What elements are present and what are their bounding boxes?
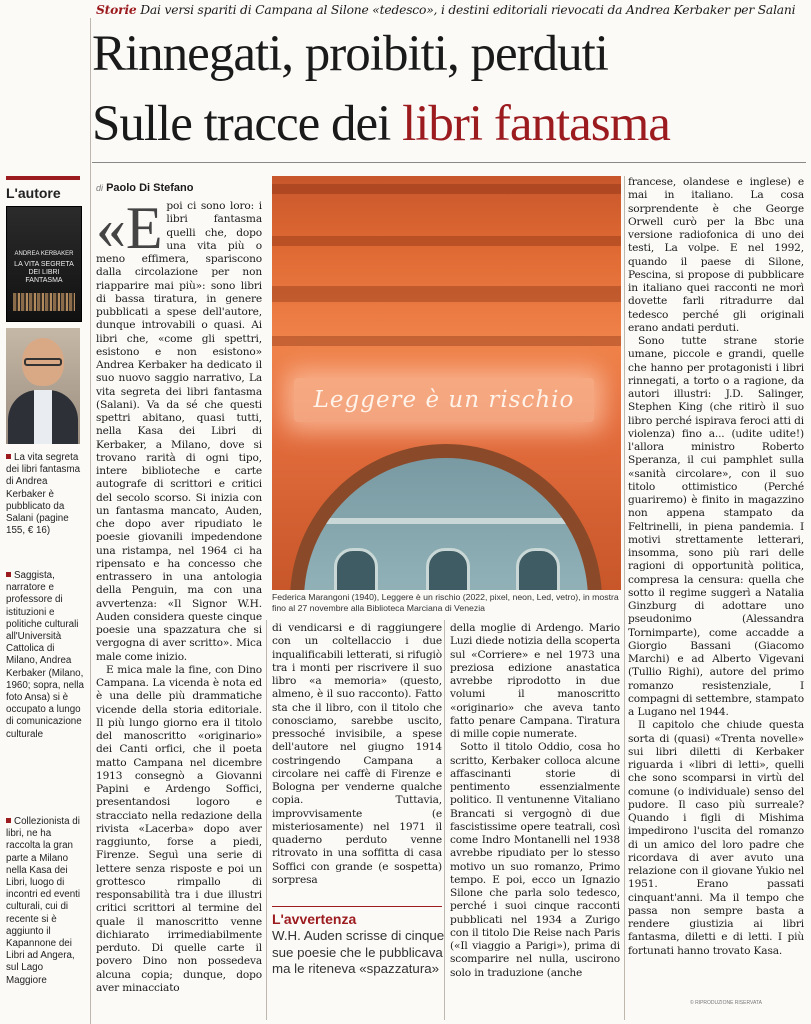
book-cover-author: ANDREA KERBAKER [14,251,74,257]
byline-prefix: di [96,183,104,193]
kicker-text: Dai versi spariti di Campana al Silone «tedesco», i destini editoriali rievocati da Andrea Kerbaker per Salani [140,3,796,17]
kicker [96,2,801,17]
article-paragraph-1: «Epoi ci sono loro: i libri fantasma quelli che, dopo una vita più o meno effimera, spariscono dalla circolazione per non riapparire mai più»: sono libri di bassa tiratura, in genere pubblicati a spese dell'autore, dunque introvabili o quasi. Ai libri che, «come gli spettri, esistono e non esistono» Andrea Kerbaker ha dedicato il suo nuovo saggio narrativo, La vita segreta dei libri fantasma (Salani). Va da sé che questi spettri abitano, quasi tutti, nella Kasa dei Libri di Kerbaker, a Milano, dove si trovano rarità di ogni tipo, intere biblioteche e carte autografe di scrittori e critici del secolo scorso. Si inizia con un fantasma mancato, Auden, che dopo aver ripudiato le poesie giovanili impedendone una ristampa, nel 1964 ci ha ripensato e ha concesso che entrassero in una antologia della Penguin, ma con una avvertenza: «Il Signor W.H. Auden considera queste cinque poesie una spazzatura che si vergogna di aver scritto». Mica male come inizio. [96,200,262,663]
column-rule-2 [266,620,267,1020]
avvertenza-text: W.H. Auden scrisse di cinque sue poesie che le pubblicava ma le riteneva «spazzatura» [272,928,445,977]
photo-beam [272,236,621,246]
headline-line1: Rinnegati, proibiti, perduti [92,26,608,82]
article-paragraph-5: Sotto il titolo Oddio, cosa ho scritto, Kerbaker colloca alcune affascinanti storie di pentimento essenzialmente politico. Il ventunenne Vitaliano Brancati si vergognò di due fascistissime opere teatrali, così come Indro Montanelli nel 1938 avrebbe ripudiato per lo stesso motivo un suo romanzo, Primo tempo. E poi, ecco un Ignazio Silone che parla solo tedesco, perché i suoi cinque racconti pubblicati nel 1934 a Zurigo con il titolo Die Reise nach Paris («Il viaggio a Parigi»), prima di scomparire nel nulla, uscirono solo in traduzione (anche [450,741,620,979]
avvertenza-title: L'avvertenza [272,911,357,927]
article-paragraph-4: della moglie di Ardengo. Mario Luzi diede notizia della scoperta sul «Corriere» e nel 1973 una preziosa edizione anastatica avrebbe riprodotto in due volumi il manoscritto «originario» che aveva tanto fatto penare Campana. Tiratura di mille copie numerate. [450,622,620,740]
byline [96,182,193,194]
facade-cornice [304,518,588,524]
headline-line2 [92,96,804,152]
article-paragraph-3: di vendicarsi e di raggiungere con un coltellaccio i due inqualificabili letterati, si rifugiò tra i monti per riscrivere il suo libro «a memoria» (questo, almeno, è il suo racconto). Fatto sta che il libro, con il titolo che conosciamo, sarebbe uscito, pressoché invisibile, a spese dell'autore nel giugno 1914 costringendo Campana a circolare nei caffè di Firenze e Bologna per venderne qualche copia. Tuttavia, improvvisamente (e misteriosamente) nel 1971 il quaderno perduto venne ritrovato in una soffitta di casa Soffici con grande (e sospetta) sorpresa [272,622,442,886]
kicker-section: Storie [96,2,137,17]
sidebar-item-book: La vita segreta dei libri fantasma di Andrea Kerbaker è pubblicato da Salani (pagine 155, € 16) [6,452,81,537]
author-photo-glasses [24,358,62,366]
book-cover-shelf [13,293,75,311]
photo-caption: Federica Marangoni (1940), Leggere è un rischio (2022, pixel, neon, Led, vetro), in mostra fino al 27 novembre alla Biblioteca Marciana di Venezia [272,592,619,613]
article-paragraph-2: E mica male la fine, con Dino Campana. La vicenda è nota ed è una delle più drammatiche vicende della storia editoriale. Il più lungo giorno era il titolo del manoscritto «originario» dei Canti orfici, che il poeta matto Campana nel dicembre 1913 consegnò a Giovanni Papini e Ardengo Soffici, presentandosi logoro e stracciato nella redazione della rivista «Lacerba» dopo aver raggiunto, forse a piedi, Firenze. Seguì una serie di lettere senza risposte e poi un grottesco rimpallo di responsabilità tra i due illustri critici scrittori al termine del quale il manoscritto venne dichiarato irrimediabilmente perduto. Di quelle carte il povero Dino non possedeva alcuna copia; dunque, dopo aver minacciato [96,663,262,994]
facade-window [516,548,560,590]
author-photo [6,328,80,444]
facade-window [426,548,470,590]
headline-line2-red: libri fantasma [402,96,670,152]
sidebar-top-bar [6,176,80,180]
sidebar-item-collection: Collezionista di libri, ne ha raccolta la gran parte a Milano nella Kasa dei Libri, luogo di incontri ed eventi culturali, cui di recente si è aggiunto il Kapannone dei Libri ad Angera, sul Lago Maggiore [6,816,81,986]
bullet-icon [6,572,11,577]
photo-arch-view [304,458,588,590]
facade-window [334,548,378,590]
sidebar-item-bio: Saggista, narratore e professore di istituzioni e politiche culturali all'Università Cattolica di Milano, Andrea Kerbaker (Milano, 1960; sopra, nella foto Ansa) si è occupato a lungo di comunicazione culturale [6,570,84,740]
book-cover-title: LA VITA SEGRETA DEI LIBRI FANTASMA [14,261,74,284]
article-paragraph-7: Sono tutte strane storie umane, piccole e grandi, quelle che hanno per protagonisti i libri rinnegati, a torto o a ragione, da autori illustri: J.D. Salinger, Stephen King (che ritirò il suo libro perché ispirava feroci atti di violenza) fino a... (udite udite!) l'allora ministro Roberto Speranza, il cui pamphlet sulla «sanità circolare», con il suo titolo ottimistico (Perché guariremo) è finito in magazzino non appena stampato da Feltrinelli, in piena pandemia. I motivi strettamente letterari, insomma, sono più rari delle ragioni di opportunità politica, compresa la censura: quella che sotto il regime suggerì a Natalia Ginzburg di adottare uno pseudonimo (Alessandra Tornimparte), come accadde a Giorgio Bassani (Giacomo Marchi) e ad Alberto Vigevani (Tullio Righi), autore del primo romanzo resistenziale, I compagni di settembre, stampato a Lugano nel 1944. [628,335,804,718]
photo-beam [272,286,621,302]
author-photo-shirt [34,390,52,444]
article-column-2 [272,622,442,904]
article-paragraph-8: Il capitolo che chiude questa sorta di (quasi) «Trenta novelle» sui libri diletti di Kerbaker riguarda i «libri di letti», quelli che sono scomparsi in virtù del comune (o individuale) senso del pudore. Il caso più surreale? Quando i figli di Mishima impedirono l'uscita del romanzo di un amico del loro padre che ricordava di aver avuto una relazione con il giovane Yukio nel 1951. Erano passati cinquant'anni. Ma il tempo che passa non sempre basta a rendere giustizia ai libri fantasma, diletti e di letti. I più fortunati hanno trovato Kasa. [628,719,804,957]
copyright-notice: © RIPRODUZIONE RISERVATA [690,1000,762,1006]
sidebar-title: L'autore [6,185,61,201]
bullet-icon [6,454,11,459]
column-rule-left [90,18,91,1024]
byline-author: Paolo Di Stefano [106,182,194,194]
drop-cap: «E [96,200,163,261]
headline-rule [92,162,806,163]
artwork-photo [272,176,621,590]
photo-beam [272,184,621,194]
avvertenza-rule [272,906,442,907]
article-column-3 [450,622,620,1022]
book-cover [6,206,82,322]
article-paragraph-6: francese, olandese e inglese) e mai in italiano. La cosa sorprendente è che George Orwell curò per la Bbc una versione radiofonica di uno dei testi, La volpe. E nel 1992, quando il paese di Silone, Pescina, si propose di pubblicare in italiano quei racconti ne morì dovette farli ritradurre dal tedesco perché gli originali erano andati perduti. [628,176,804,334]
photo-beam [272,336,621,346]
neon-sign: Leggere è un rischio [294,378,594,422]
column-rule-4 [624,176,625,1020]
article-column-4 [628,176,804,996]
headline-line2-pre: Sulle tracce dei [92,96,403,152]
bullet-icon [6,818,11,823]
article-column-1 [96,200,262,1018]
